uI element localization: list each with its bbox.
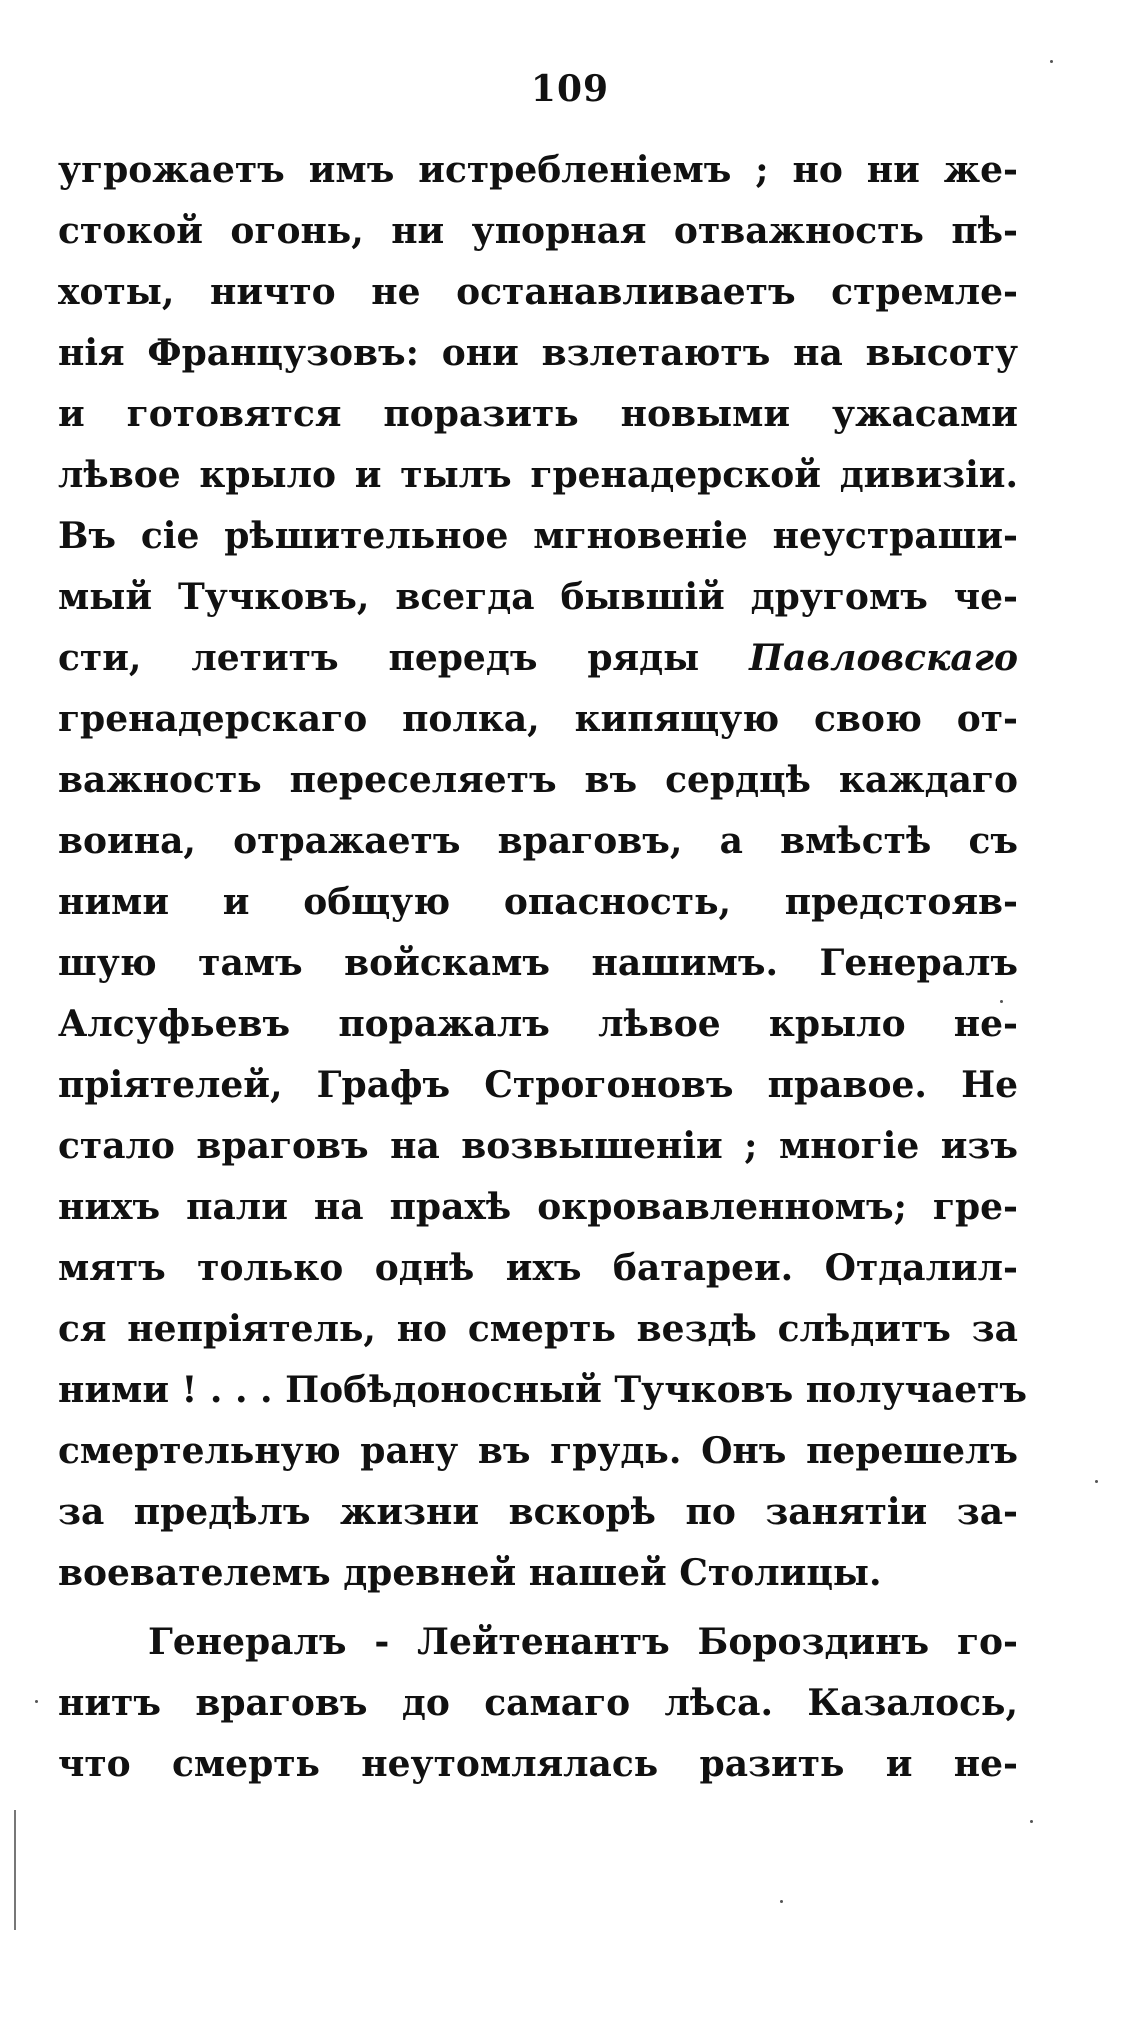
- text-line: воина, отражаетъ враговъ, а вмѣстѣ съ: [58, 820, 1018, 862]
- text-line: ними и общую опасность, предстояв-: [58, 881, 1018, 923]
- text-line: за предѣлъ жизни вскорѣ по занятіи за-: [58, 1491, 1018, 1533]
- text-line: и готовятся поразить новыми ужасами: [58, 393, 1018, 435]
- text-line: нихъ пали на прахѣ окровавленномъ; гре-: [58, 1186, 1018, 1228]
- text-line: Генералъ - Лейтенантъ Бороздинъ го-: [148, 1621, 1018, 1663]
- body-text: [58, 140, 1028, 1795]
- text-line: лѣвое крыло и тылъ гренадерской дивизіи.: [58, 454, 1018, 496]
- text-line: [58, 628, 1018, 689]
- italic-regiment-name: Павловскаго: [749, 637, 1018, 679]
- text-line: угрожаетъ имъ истребленіемъ ; но ни же-: [58, 149, 1018, 191]
- paragraph-gap: [58, 1604, 1018, 1612]
- text-line: гренадерскаго полка, кипящую свою от-: [58, 698, 1018, 740]
- text-line: Въ сіе рѣшительное мгновеніе неустраши-: [58, 515, 1018, 557]
- text-line: важность переселяетъ въ сердцѣ каждаго: [58, 759, 1018, 801]
- text-line: Алсуфьевъ поражалъ лѣвое крыло не-: [58, 1003, 1018, 1045]
- scan-speck: [35, 1700, 38, 1703]
- paragraph: [58, 140, 1028, 1604]
- text-line: нія Французовъ: они взлетаютъ на высоту: [58, 332, 1018, 374]
- scan-speck: [1050, 60, 1053, 63]
- text-segment: сти, летитъ передъ ряды: [58, 637, 700, 679]
- scan-speck: [780, 1900, 783, 1903]
- text-line: стало враговъ на возвышеніи ; многіе изъ: [58, 1125, 1018, 1167]
- text-line: ними ! . . . Побѣдоносный Тучковъ получаетъ: [58, 1369, 1028, 1411]
- text-line: мый Тучковъ, всегда бывшій другомъ че-: [58, 576, 1018, 618]
- scan-speck: [1030, 1820, 1033, 1823]
- text-line: хоты, ничто не останавливаетъ стремле-: [58, 271, 1018, 313]
- text-line: шую тамъ войскамъ нашимъ. Генералъ: [58, 942, 1018, 984]
- scan-edge-mark: [14, 1810, 16, 1930]
- text-line: пріятелей, Графъ Строгоновъ правое. Не: [58, 1064, 1018, 1106]
- page-number: 109: [530, 68, 610, 110]
- text-line: что смерть неутомлялась разить и не-: [58, 1743, 1018, 1785]
- text-line: мятъ только однѣ ихъ батареи. Отдалил-: [58, 1247, 1018, 1289]
- scan-speck: [1000, 1000, 1003, 1003]
- text-line: стокой огонь, ни упорная отважность пѣ-: [58, 210, 1018, 252]
- text-line: ся непріятель, но смерть вездѣ слѣдитъ за: [58, 1308, 1018, 1350]
- paragraph: [58, 1612, 1018, 1795]
- text-line: воевателемъ древней нашей Столицы.: [58, 1552, 882, 1594]
- scan-speck: [1095, 1480, 1098, 1483]
- text-line: нитъ враговъ до самаго лѣса. Казалось,: [58, 1682, 1018, 1724]
- text-line: смертельную рану въ грудь. Онъ перешелъ: [58, 1430, 1018, 1472]
